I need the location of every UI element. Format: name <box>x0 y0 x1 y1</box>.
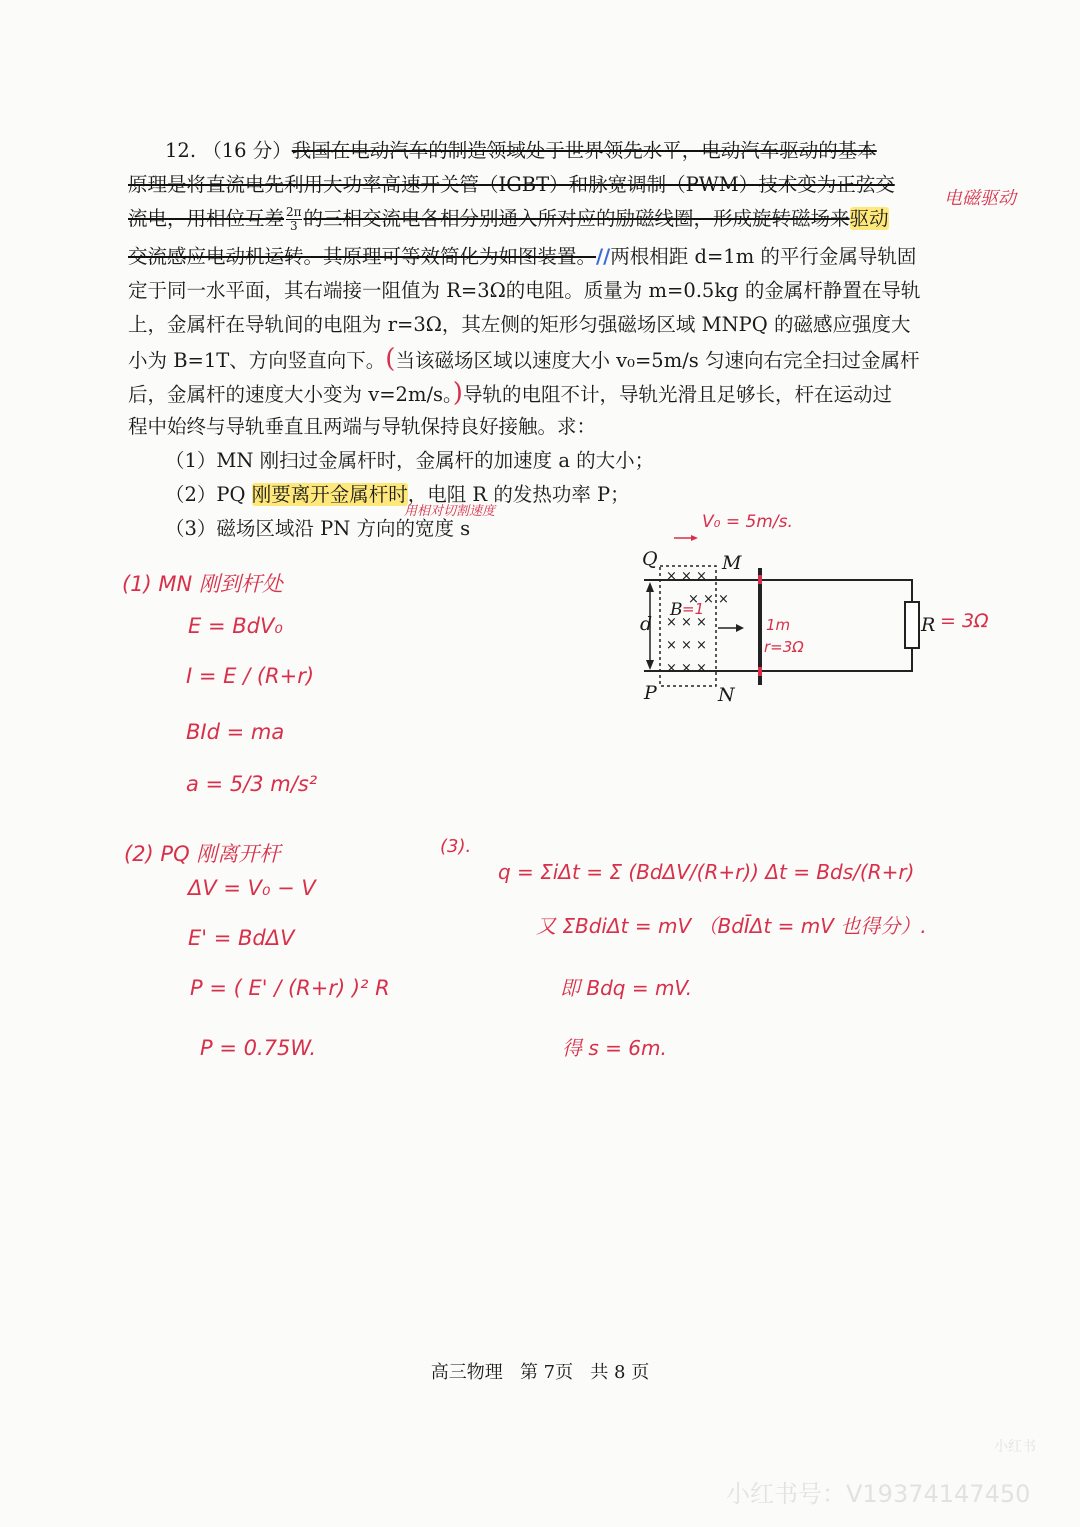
watermark-logo: 小红书 <box>994 1439 1036 1455</box>
question-2 <box>165 478 630 512</box>
resistor <box>905 602 919 648</box>
d-arrow-down-icon <box>646 660 654 670</box>
slash-mark-icon: // <box>596 245 611 268</box>
footer-page: 第 7页 <box>519 1362 574 1383</box>
problem-line-4 <box>128 240 916 274</box>
problem-line-1 <box>165 134 877 168</box>
phase-numerator: 2π <box>286 205 302 219</box>
close-paren-mark: ) <box>452 378 463 408</box>
relative-speed-note: 用相对切割速度 <box>404 504 496 519</box>
problem-line-8 <box>128 376 892 412</box>
footer-total: 共 8 页 <box>590 1362 650 1383</box>
label-m: M <box>722 552 742 574</box>
r-value-note: = 3Ω <box>940 610 989 632</box>
cross-row: × × × <box>666 638 707 653</box>
question-1: （1）MN 刚扫过金属杆时，金属杆的加速度 a 的大小； <box>165 449 655 472</box>
label-p: P <box>644 682 657 704</box>
cross-row: × × × <box>688 592 729 607</box>
struck-text-4: 交流感应电动机运转。其原理可等效简化为如图装置。 <box>128 245 597 268</box>
phase-fraction <box>286 206 302 233</box>
sol2-result: P = 0.75W. <box>200 1036 317 1060</box>
sol3-title: (3). <box>440 836 472 857</box>
label-q: Q <box>642 548 658 570</box>
label-r: R <box>921 614 936 636</box>
page-footer <box>0 1358 1080 1384</box>
label-d: d <box>640 613 653 635</box>
sol1-e: E = BdV₀ <box>188 614 283 638</box>
text-8b: 导轨的电阻不计，导轨光滑且足够长，杆在运动过 <box>462 383 892 406</box>
highlight-drive: 驱动 <box>849 207 889 230</box>
sol3-momentum: 又 ΣBdiΔt = mV （BdĪΔt = mV 也得分）. <box>536 914 927 938</box>
open-paren-mark: ( <box>385 344 396 374</box>
sol1-a: a = 5/3 m/s² <box>186 772 318 796</box>
phase-denominator: 3 <box>289 219 298 233</box>
text-4b: 两根相距 d=1m 的平行金属导轨固 <box>610 245 917 268</box>
struck-text-2: 原理是将直流电先利用大功率高速开关管（IGBT）和脉宽调制（PWM）技术变为正弦交 <box>128 173 895 196</box>
cross-row: × × × <box>666 569 707 584</box>
v0-arrow-head-icon <box>691 535 698 541</box>
sol2-p: P = ( E' / (R+r) )² R <box>190 976 390 1000</box>
footer-subject: 高三物理 <box>430 1362 503 1383</box>
cross-row: × × × <box>666 661 707 676</box>
sol2-dv: ΔV = V₀ − V <box>188 876 316 900</box>
rod-resistance-note: r=3Ω <box>764 638 804 656</box>
struck-text-3a: 流电，用相位互差 <box>128 207 285 230</box>
drive-note: 电磁驱动 <box>944 188 1016 209</box>
sol3-q: q = ΣiΔt = Σ (BdΔV/(R+r)) Δt = Bds/(R+r) <box>498 860 915 884</box>
sol3-ji: 即 Bdq = mV. <box>560 976 693 1000</box>
field-crosses <box>666 565 729 680</box>
question-3: （3）磁场区域沿 PN 方向的宽度 s <box>165 517 471 540</box>
sol2-title: (2) PQ 刚离开杆 <box>124 842 281 866</box>
problem-line-7 <box>128 342 919 378</box>
watermark-text: 小红书号：V19374147450 <box>726 1480 1031 1508</box>
label-n: N <box>718 684 735 706</box>
b-value-note: =1 <box>682 600 705 618</box>
sol1-title: (1) MN 刚到杆处 <box>122 572 283 596</box>
sol3-result: 得 s = 6m. <box>562 1036 667 1060</box>
problem-line-6: 上，金属杆在导轨间的电阻为 r=3Ω，其左侧的矩形匀强磁场区域 MNPQ 的磁感应强度大 <box>128 313 911 336</box>
v0-note: V₀ = 5m/s. <box>702 512 793 532</box>
sol2-e: E' = BdΔV <box>188 926 295 950</box>
d-arrow-up-icon <box>646 582 654 592</box>
rod-length-note: 1m <box>766 616 791 634</box>
text-8a: 后，金属杆的速度大小变为 v=2m/s。 <box>128 383 453 406</box>
struck-text-3b: 的三相交流电各相分别通入所对应的励磁线圈，形成旋转磁场来 <box>303 207 850 230</box>
motion-arrow-head-icon <box>736 624 744 632</box>
problem-line-5: 定于同一水平面，其右端接一阻值为 R=3Ω的电阻。质量为 m=0.5kg 的金属杆静置在导轨 <box>128 279 921 302</box>
q2-highlight: 刚要离开金属杆时 <box>251 483 408 506</box>
q2-prefix: （2）PQ <box>165 483 252 506</box>
text-7a: 小为 B=1T、方向竖直向下。 <box>128 349 386 372</box>
cross-row: × × × <box>666 615 707 630</box>
problem-number: 12. <box>165 139 197 162</box>
q2-suffix: ，电阻 R 的发热功率 P； <box>407 483 630 506</box>
resistor-wire <box>758 580 912 602</box>
sol1-i: I = E / (R+r) <box>186 664 315 688</box>
struck-text-1: 我国在电动汽车的制造领域处于世界领先水平，电动汽车驱动的基本 <box>291 139 877 162</box>
text-7b: 当该磁场区域以速度大小 v₀=5m/s 匀速向右完全扫过金属杆 <box>395 349 920 372</box>
label-b: B <box>670 600 683 620</box>
problem-line-9: 程中始终与导轨垂直且两端与导轨保持良好接触。求： <box>128 415 597 438</box>
problem-points: （16 分） <box>202 139 292 162</box>
sol1-f: BId = ma <box>186 720 285 744</box>
problem-line-3 <box>128 202 889 236</box>
